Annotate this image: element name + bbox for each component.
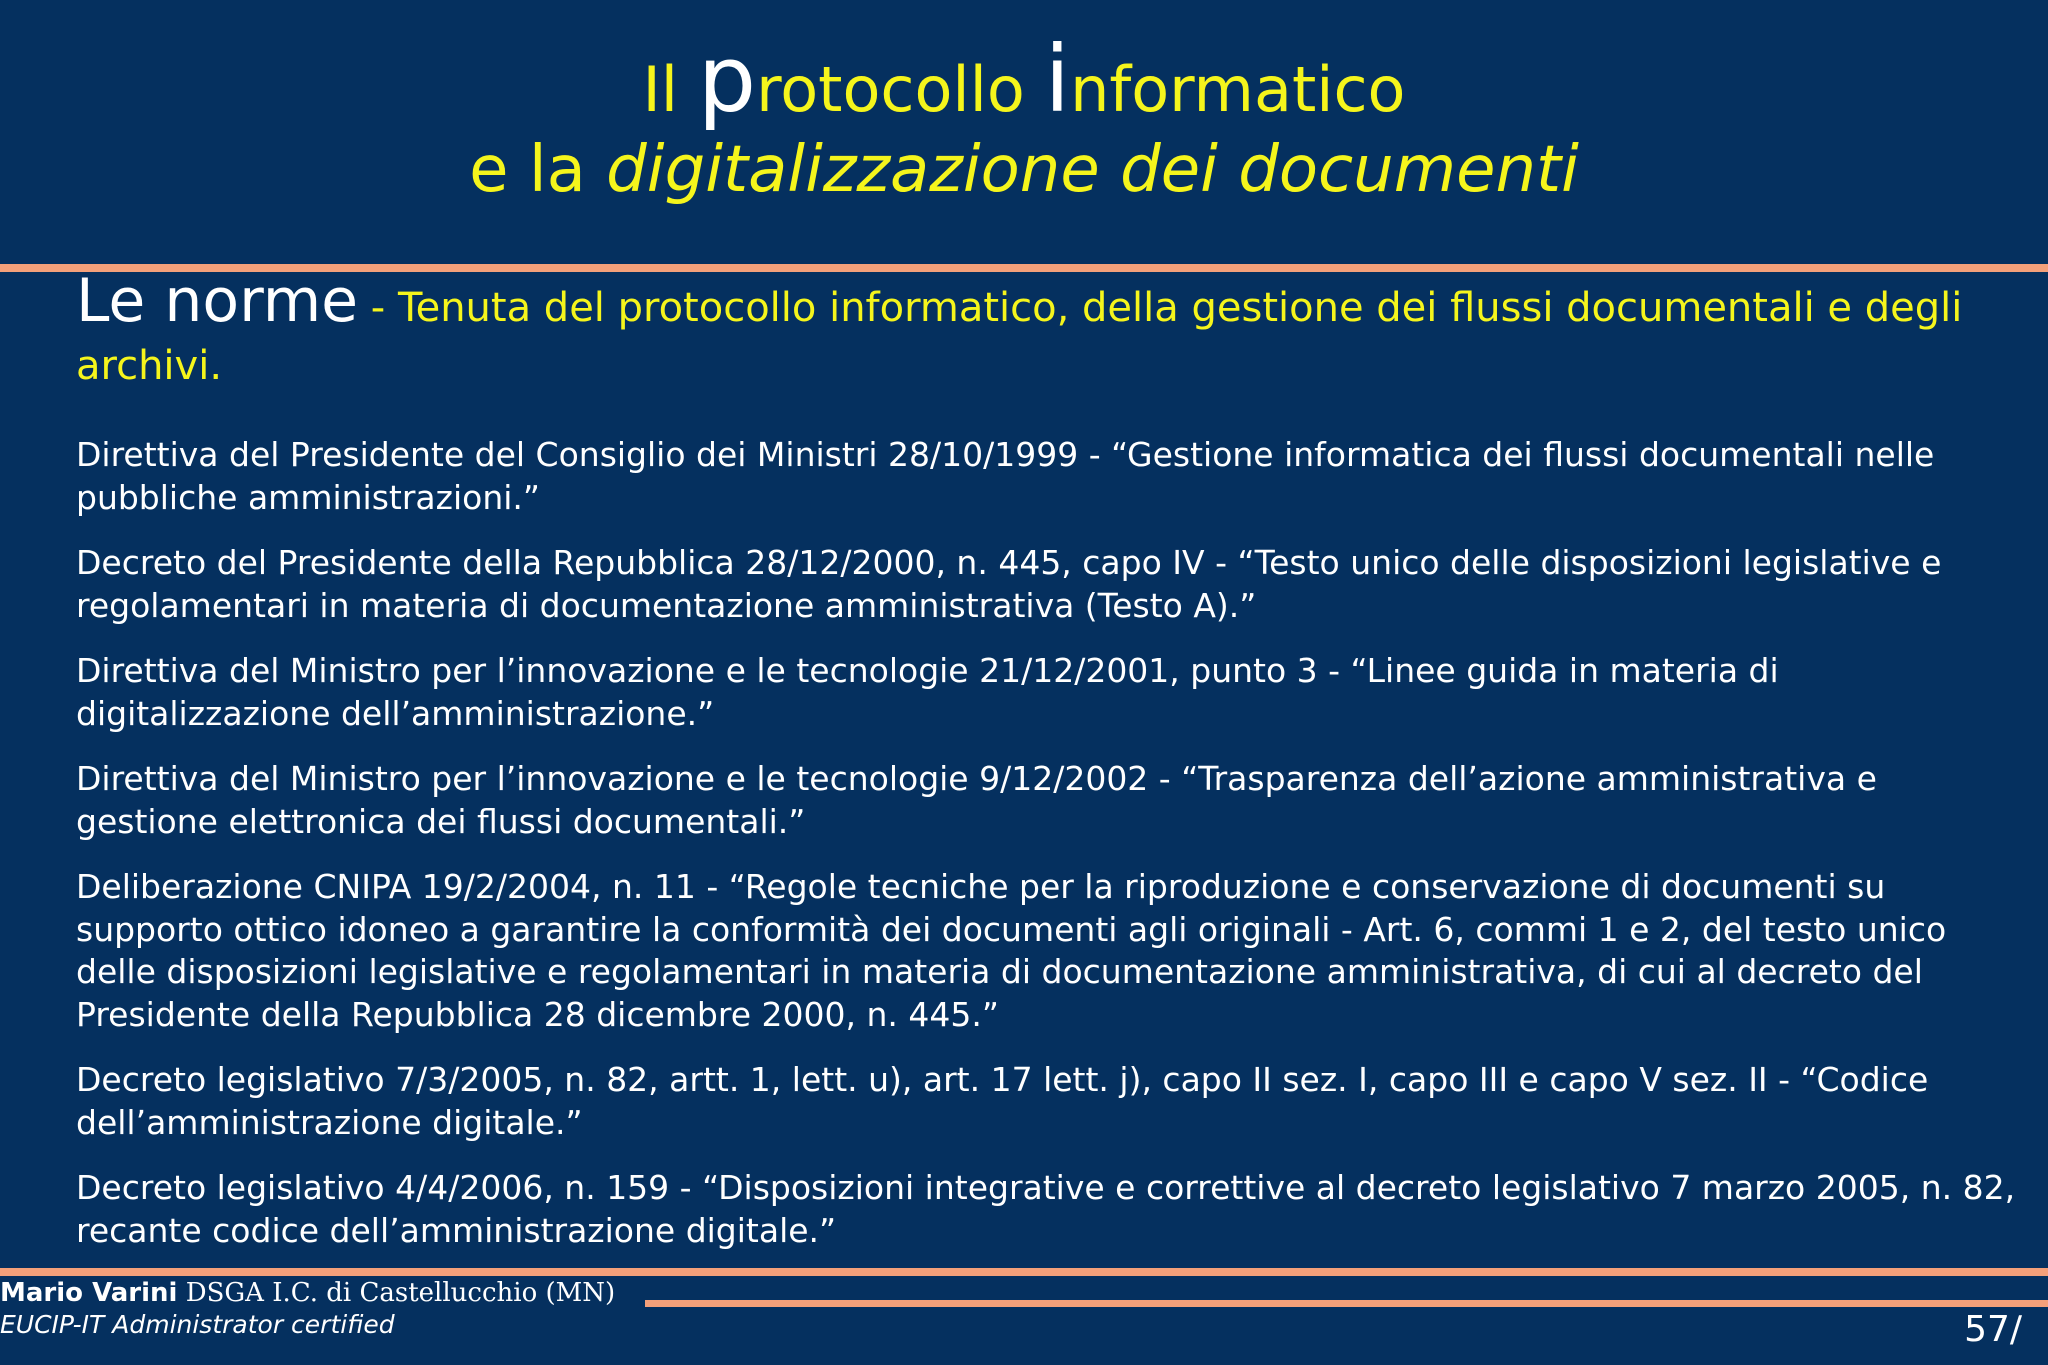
title-line-2-italic: digitalizzazione dei documenti [606, 133, 1579, 207]
title-text-post: nformatico [1070, 53, 1406, 126]
page-number: 57/ [1964, 1309, 2022, 1350]
norm-item: Deliberazione CNIPA 19/2/2004, n. 11 - “Regole tecniche per la riproduzione e conservazione di documenti su supporto ottico idoneo a garantire la conformità dei documenti agli originali - Art. 6, commi 1 e 2, del testo unico delle disposizioni legislative e regolamentari in materia di documentazione amministrativa, di cui al decreto del Presidente della Repubblica 28 dicembre 2000, n. 445.” [76, 867, 1947, 1034]
title-text-pre: Il [642, 53, 698, 126]
title-big-letter-p: p [697, 26, 757, 133]
author-certification: EUCIP-IT Administrator certified [0, 1310, 395, 1339]
footer-author-line [0, 1277, 615, 1309]
title-line-2 [0, 130, 2048, 210]
title-line-2-plain: e la [469, 133, 607, 207]
norm-item: Direttiva del Ministro per l’innovazione e le tecnologie 21/12/2001, punto 3 - “Linee guida in materia di digitalizzazione dell’amministrazione.” [76, 651, 1779, 733]
norms-list [76, 434, 2016, 1275]
norm-item: Decreto del Presidente della Repubblica 28/12/2000, n. 445, capo IV - “Testo unico delle disposizioni legislative e regolamentari in materia di documentazione amministrativa (Testo A).” [76, 543, 1942, 625]
title-line-1 [0, 26, 2048, 140]
footer-divider [645, 1300, 2048, 1307]
norm-item: Direttiva del Ministro per l’innovazione e le tecnologie 9/12/2002 - “Trasparenza dell’azione amministrativa e gestione elettronica dei flussi documentali.” [76, 759, 1877, 841]
title-big-letter-i: i [1044, 26, 1071, 133]
section-heading [76, 266, 2016, 395]
author-role: DSGA I.C. di Castellucchio (MN) [177, 1278, 616, 1308]
footer [0, 1277, 615, 1341]
slide-title [0, 26, 2048, 210]
norm-item: Decreto legislativo 7/3/2005, n. 82, artt. 1, lett. u), art. 17 lett. j), capo II sez. I, capo III e capo V sez. II - “Codice dell’amministrazione digitale.” [76, 1060, 1929, 1142]
author-name: Mario Varini [0, 1278, 178, 1308]
title-text-mid: rotocollo [756, 53, 1045, 126]
bottom-divider [0, 1268, 2048, 1276]
section-lead: Le norme [76, 266, 359, 336]
norm-item: Direttiva del Presidente del Consiglio dei Ministri 28/10/1999 - “Gestione informatica dei flussi documentali nelle pubbliche amministrazioni.” [76, 435, 1935, 517]
norm-item: Decreto legislativo 4/4/2006, n. 159 - “Disposizioni integrative e correttive al decreto legislativo 7 marzo 2005, n. 82, recante codice dell’amministrazione digitale.” [76, 1168, 2016, 1250]
section-description: - Tenuta del protocollo informatico, della gestione dei flussi documentali e degli archivi. [76, 285, 1963, 389]
